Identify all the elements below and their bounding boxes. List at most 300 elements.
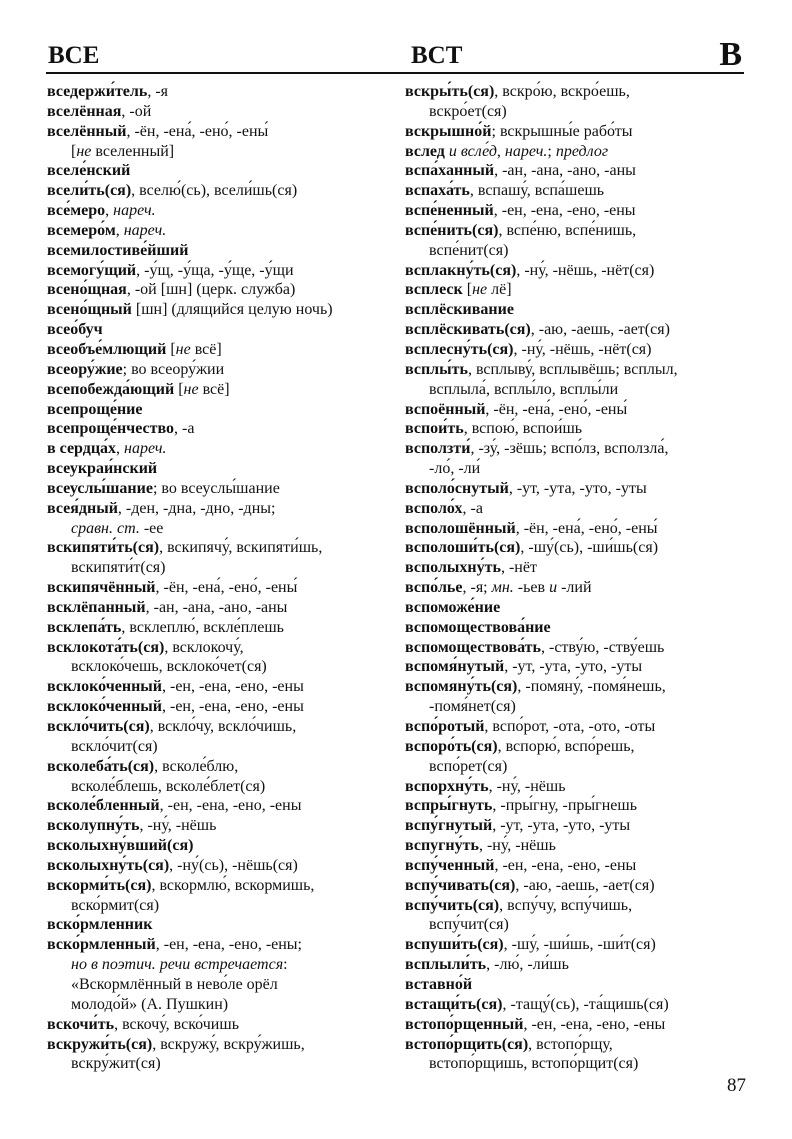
- entry-note: не: [76, 142, 92, 160]
- entry-headword: вспои́ть: [405, 420, 464, 438]
- dictionary-entry: [47, 221, 397, 241]
- entry-headword: всено́щный: [47, 301, 132, 319]
- dictionary-entry: [47, 657, 397, 677]
- dictionary-entry: [405, 1015, 750, 1035]
- entry-forms: -ло́, -ли́: [429, 460, 481, 478]
- entry-note: всле́д: [460, 142, 497, 160]
- entry-headword: вспоро́ть(ся): [405, 737, 498, 755]
- entry-forms: , -ен, -ена, -ено, -ены: [159, 797, 302, 815]
- header-rule: [46, 72, 744, 74]
- right-column: [405, 82, 750, 1074]
- entry-headword: вскрышно́й: [405, 122, 492, 140]
- dictionary-entry: [47, 320, 397, 340]
- dictionary-entry: [405, 777, 750, 797]
- entry-forms: , -ен, -ена, -ено, -ены: [162, 698, 304, 716]
- entry-forms: ; во всеуслы́шание: [152, 479, 280, 497]
- entry-headword: всполоши́ть(ся): [405, 539, 521, 557]
- dictionary-entry: [405, 419, 750, 439]
- entry-forms: -ее: [139, 519, 164, 537]
- dictionary-entry: [47, 142, 397, 162]
- entry-forms: , всколе́блю,: [154, 757, 239, 775]
- dictionary-entry: [405, 657, 750, 677]
- entry-headword: вспу́чить(ся): [405, 896, 500, 914]
- dictionary-entry: [405, 876, 750, 896]
- dictionary-entry: [405, 439, 750, 459]
- entry-headword: вспе́нить(ся): [405, 221, 499, 239]
- entry-headword: вскло́чить(ся): [47, 718, 150, 735]
- entry-note: нареч.: [113, 202, 156, 220]
- dictionary-entry: [405, 935, 750, 955]
- dictionary-entry: [47, 876, 397, 896]
- dictionary-entry: [405, 102, 750, 122]
- dictionary-entry: [405, 598, 750, 618]
- dictionary-entry: [47, 915, 397, 935]
- dictionary-entry: [405, 697, 750, 717]
- entry-forms: вско́рмит(ся): [71, 896, 160, 914]
- dictionary-entry: [47, 836, 397, 856]
- entry-forms: , -ён, -ена́, -ено́, -ены́: [485, 400, 628, 418]
- entry-headword: всепроще́нчество: [47, 420, 174, 438]
- entry-forms: , -аю, -аешь, -ает(ся): [515, 876, 655, 894]
- entry-forms: , -аю, -аешь, -ает(ся): [530, 321, 670, 339]
- dictionary-entry: [47, 499, 397, 519]
- entry-note: предлог: [555, 142, 609, 160]
- entry-headword: всеору́жие: [47, 360, 123, 378]
- entry-forms: , вспу́чу, вспу́чишь,: [499, 896, 633, 914]
- dictionary-entry: [47, 538, 397, 558]
- dictionary-entry: [47, 935, 397, 955]
- dictionary-entry: [47, 380, 397, 400]
- entry-forms: , вскипячу́, вскипяти́шь,: [159, 539, 323, 557]
- entry-note: нареч.: [123, 221, 167, 239]
- dictionary-entry: [405, 82, 750, 102]
- entry-headword: всено́щная: [47, 281, 127, 299]
- entry-forms: , -тащу́(сь), -та́щишь(ся): [502, 995, 669, 1013]
- dictionary-entry: [405, 201, 750, 221]
- entry-note: и: [549, 579, 558, 597]
- entry-headword: вско́рмленный: [47, 936, 156, 954]
- entry-headword: вседержи́тель: [47, 83, 148, 100]
- entry-note: и: [448, 142, 457, 160]
- entry-forms: , вскормлю́, вскормишь,: [151, 876, 315, 894]
- entry-forms: , -ён, -ена́, -ено́, -ены́: [155, 579, 298, 597]
- entry-forms: , -я: [147, 83, 169, 100]
- entry-headword: всползти́: [405, 440, 471, 458]
- dictionary-entry: [405, 280, 750, 300]
- dictionary-entry: [405, 856, 750, 876]
- dictionary-entry: [405, 241, 750, 261]
- entry-headword: вспоённый: [405, 400, 486, 418]
- entry-headword: всколыхну́ть(ся): [47, 856, 170, 874]
- entry-forms: [: [174, 380, 184, 398]
- dictionary-entry: [47, 975, 397, 995]
- entry-headword: вспорхну́ть: [405, 777, 489, 795]
- dictionary-entry: [405, 836, 750, 856]
- entry-forms: ; во всеору́жии: [122, 360, 225, 378]
- dictionary-entry: [47, 677, 397, 697]
- entry-headword: всплы́ть: [405, 360, 468, 378]
- entry-headword: встащи́ть(ся): [405, 995, 503, 1013]
- entry-forms: , -пры́гну, -пры́гнешь: [492, 797, 638, 815]
- entry-forms: вспо́рет(ся): [429, 757, 508, 775]
- dictionary-entry: [405, 400, 750, 420]
- page-header: [46, 36, 744, 73]
- entry-headword: вско́рмленник: [47, 916, 153, 934]
- entry-headword: всклоко́ченный: [47, 698, 162, 716]
- entry-forms: , -ой: [121, 102, 152, 120]
- dictionary-entry: [47, 102, 397, 122]
- entry-forms: , вскружу́, вскру́жишь,: [152, 1035, 305, 1053]
- entry-headword: вспу́ченный: [405, 856, 495, 874]
- dictionary-entry: [47, 896, 397, 916]
- entry-headword: всколеба́ть(ся): [47, 757, 155, 775]
- entry-headword: вспоможе́ние: [405, 598, 501, 616]
- left-column: [47, 82, 397, 1074]
- dictionary-entry: [47, 618, 397, 638]
- dictionary-entry: [47, 717, 397, 737]
- entry-forms: , вспе́ню, вспе́нишь,: [498, 221, 637, 239]
- dictionary-entry: [47, 955, 397, 975]
- entry-headword: вспо́лье: [405, 579, 463, 597]
- entry-forms: вскипяти́т(ся): [71, 559, 166, 577]
- dictionary-entry: [405, 717, 750, 737]
- entry-headword: вспа́ханный: [405, 162, 495, 180]
- entry-headword: всемогу́щий: [47, 261, 137, 279]
- entry-forms: , -ен, -ена, -ено, -ены;: [155, 936, 302, 954]
- entry-headword: встопо́рщенный: [405, 1015, 524, 1033]
- entry-forms: , -шу́, -ши́шь, -ши́т(ся): [503, 936, 656, 954]
- entry-headword: всплёскивать(ся): [405, 321, 531, 339]
- entry-forms: молодо́й» (А. Пушкин): [71, 995, 229, 1013]
- dictionary-entry: [47, 82, 397, 102]
- dictionary-entry: [405, 221, 750, 241]
- entry-headword: вслед: [405, 142, 445, 160]
- entry-forms: [: [71, 142, 77, 160]
- entry-note: не: [472, 281, 488, 299]
- entry-forms: , -нёт: [500, 559, 537, 577]
- entry-headword: вскружи́ть(ся): [47, 1035, 153, 1053]
- entry-forms: , всклеплю́, вскле́плешь: [121, 618, 284, 636]
- dictionary-entry: [405, 300, 750, 320]
- dictionary-entry: [47, 598, 397, 618]
- entry-forms: всё]: [190, 340, 222, 358]
- dictionary-entry: [405, 1035, 750, 1055]
- entry-headword: всемеро́м: [47, 221, 116, 239]
- entry-headword: всплесну́ть(ся): [405, 340, 514, 358]
- entry-headword: всклокота́ть(ся): [47, 638, 165, 656]
- entry-forms: , -лю́, -ли́шь: [486, 956, 569, 974]
- entry-forms: ,: [496, 142, 505, 160]
- entry-forms: , -ен, -ена, -ено, -ены: [162, 678, 304, 696]
- entry-forms: , -ну́(сь), -нёшь(ся): [169, 856, 298, 874]
- entry-headword: вспры́гнуть: [405, 797, 493, 815]
- dictionary-entry: [405, 380, 750, 400]
- entry-forms: -лий: [557, 579, 592, 597]
- entry-forms: ,: [115, 221, 124, 239]
- entry-forms: , -ан, -ана, -ано, -аны: [145, 598, 288, 616]
- dictionary-entry: [405, 181, 750, 201]
- dictionary-entry: [47, 757, 397, 777]
- entry-headword: вспу́гнутый: [405, 817, 493, 835]
- entry-forms: всклоко́чешь, всклоко́чет(ся): [71, 658, 267, 676]
- entry-headword: вспе́ненный: [405, 202, 494, 220]
- dictionary-entry: [47, 1015, 397, 1035]
- dictionary-entry: [405, 479, 750, 499]
- entry-headword: всеуслы́шание: [47, 479, 153, 497]
- dictionary-entry: [47, 578, 397, 598]
- page-number: 87: [727, 1075, 746, 1096]
- entry-forms: , вскло́чу, вскло́чишь,: [149, 718, 297, 735]
- entry-forms: , вспою́, вспои́шь: [463, 420, 583, 438]
- dictionary-entry: [405, 519, 750, 539]
- entry-forms: лё]: [487, 281, 512, 299]
- entry-headword: всеобъе́млющий: [47, 340, 167, 358]
- dictionary-entry: [405, 340, 750, 360]
- dictionary-entry: [47, 400, 397, 420]
- entry-forms: , вскочу́, вско́чишь: [114, 1015, 239, 1033]
- entry-headword: все́меро: [47, 202, 106, 220]
- entry-note: не: [175, 340, 191, 358]
- dictionary-entry: [405, 618, 750, 638]
- entry-forms: , -у́щ, -у́ща, -у́ще, -у́щи: [136, 261, 294, 279]
- entry-headword: вспугну́ть: [405, 837, 479, 855]
- entry-forms: -помя́нет(ся): [429, 698, 516, 716]
- entry-headword: всклепа́ть: [47, 618, 122, 636]
- entry-forms: , -ну́, -нёшь: [488, 777, 566, 795]
- dictionary-entry: [405, 459, 750, 479]
- dictionary-entry: [405, 360, 750, 380]
- dictionary-entry: [47, 280, 397, 300]
- entry-forms: , -ству́ю, -ству́ешь: [540, 638, 665, 656]
- entry-forms: , -шу́(сь), -ши́шь(ся): [520, 539, 659, 557]
- dictionary-entry: [47, 459, 397, 479]
- entry-headword: вселе́нский: [47, 162, 131, 180]
- dictionary-entry: [405, 677, 750, 697]
- entry-forms: вспу́чит(ся): [429, 916, 509, 934]
- entry-headword: всепобежда́ющий: [47, 380, 175, 398]
- dictionary-entry: [47, 796, 397, 816]
- dictionary-entry: [47, 439, 397, 459]
- dictionary-entry: [405, 161, 750, 181]
- entry-forms: , -ут, -ута, -уто, -уты: [504, 658, 643, 676]
- entry-forms: ,: [116, 440, 125, 458]
- entry-headword: всполыхну́ть: [405, 559, 501, 577]
- entry-headword: в сердца́х: [47, 440, 117, 458]
- dictionary-entry: [405, 638, 750, 658]
- entry-forms: , вспорю́, вспо́решь,: [497, 737, 635, 755]
- dictionary-entry: [47, 697, 397, 717]
- entry-forms: -ьев: [513, 579, 550, 597]
- entry-forms: , -ден, -дна, -дно, -дны;: [117, 499, 276, 517]
- entry-forms: , -помяну́, -помя́нешь,: [517, 678, 666, 696]
- entry-note: мн.: [491, 579, 514, 597]
- entry-forms: , вспашу́, вспа́шешь: [469, 182, 605, 200]
- entry-headword: вспомя́нутый: [405, 658, 505, 676]
- entry-forms: , всклокочу́,: [164, 638, 244, 656]
- dictionary-entry: [47, 340, 397, 360]
- dictionary-entry: [405, 578, 750, 598]
- entry-forms: вскло́чит(ся): [71, 737, 158, 755]
- dictionary-entry: [405, 1054, 750, 1074]
- entry-forms: , -ой [шн] (церк. служба): [126, 281, 296, 299]
- entry-forms: , -ну́, -нёшь: [478, 837, 556, 855]
- entry-headword: встопо́рщить(ся): [405, 1035, 529, 1053]
- entry-headword: всполошённый: [405, 519, 516, 537]
- dictionary-entry: [405, 896, 750, 916]
- entry-forms: , -ен, -ена, -ено, -ены: [523, 1015, 666, 1033]
- entry-headword: вскры́ть(ся): [405, 83, 495, 100]
- entry-forms: всплыла́, всплы́ло, всплы́ли: [429, 380, 619, 398]
- entry-forms: ; вскрышны́е рабо́ты: [491, 122, 633, 140]
- entry-forms: , -я;: [462, 579, 492, 597]
- dictionary-entry: [47, 241, 397, 261]
- dictionary-entry: [405, 499, 750, 519]
- entry-headword: всея́дный: [47, 499, 118, 517]
- dictionary-entry: [47, 816, 397, 836]
- dictionary-entry: [47, 1035, 397, 1055]
- dictionary-entry: [47, 558, 397, 578]
- entry-headword: вселённая: [47, 102, 122, 120]
- entry-headword: всклоко́ченный: [47, 678, 162, 696]
- entry-headword: всели́ть(ся): [47, 182, 132, 200]
- entry-headword: всепроще́ние: [47, 400, 143, 418]
- entry-forms: , -ну́, -нёшь: [139, 817, 217, 835]
- entry-note: не: [183, 380, 199, 398]
- dictionary-entry: [405, 796, 750, 816]
- dictionary-entry: [405, 816, 750, 836]
- entry-forms: [: [462, 281, 473, 299]
- entry-forms: вселенный]: [91, 142, 175, 160]
- entry-forms: , -ут, -ута, -уто, -уты: [492, 817, 631, 835]
- entry-headword: вспомяну́ть(ся): [405, 678, 518, 696]
- dictionary-entry: [47, 777, 397, 797]
- running-head-center: ВСТ: [411, 42, 463, 69]
- entry-forms: вскро́ет(ся): [429, 102, 507, 120]
- entry-headword: всполо́х: [405, 499, 463, 517]
- entry-forms: ,: [105, 202, 114, 220]
- dictionary-entry: [405, 757, 750, 777]
- entry-forms: , -ан, -ана, -ано, -аны: [494, 162, 636, 180]
- dictionary-entry: [405, 975, 750, 995]
- entry-forms: всколе́блешь, всколе́блет(ся): [71, 777, 266, 795]
- entry-headword: всплакну́ть(ся): [405, 261, 517, 279]
- dictionary-entry: [405, 122, 750, 142]
- entry-headword: всплыли́ть: [405, 956, 487, 974]
- entry-forms: , -ён, -ена́, -ено́, -ены́: [126, 122, 269, 140]
- entry-forms: всё]: [198, 380, 230, 398]
- entry-headword: вспо́ротый: [405, 718, 485, 735]
- entry-headword: вскипячённый: [47, 579, 156, 597]
- dictionary-entry: [47, 1054, 397, 1074]
- entry-headword: всколыхну́вший(ся): [47, 837, 194, 855]
- entry-headword: вспомоществова́ние: [405, 618, 551, 636]
- dictionary-entry: [47, 261, 397, 281]
- running-head-left: ВСЕ: [48, 42, 100, 69]
- entry-headword: вскорми́ть(ся): [47, 876, 152, 894]
- entry-note: нареч.: [124, 440, 167, 458]
- entry-forms: ;: [547, 142, 556, 160]
- entry-forms: [шн] (длящийся целую ночь): [131, 301, 333, 319]
- entry-forms: , встопо́рщу,: [528, 1035, 613, 1053]
- entry-forms: , -а: [462, 499, 483, 517]
- entry-headword: всклёпанный: [47, 598, 146, 616]
- entry-headword: всколе́бленный: [47, 797, 160, 815]
- entry-headword: вспу́чивать(ся): [405, 876, 516, 894]
- entry-headword: вспуши́ть(ся): [405, 936, 504, 954]
- entry-note: нареч.: [504, 142, 548, 160]
- entry-headword: всемилостиве́йший: [47, 241, 189, 259]
- entry-forms: «Вскормлённый в нево́ле орёл: [71, 975, 278, 993]
- dictionary-entry: [47, 479, 397, 499]
- entry-headword: всколупну́ть: [47, 817, 140, 835]
- entry-forms: [: [166, 340, 176, 358]
- entry-headword: всполо́снутый: [405, 479, 509, 497]
- entry-forms: вспе́нит(ся): [429, 241, 509, 259]
- entry-note: сравн. ст.: [71, 519, 140, 537]
- dictionary-entry: [405, 737, 750, 757]
- entry-forms: , -ну́, -нёшь, -нёт(ся): [516, 261, 655, 279]
- entry-forms: , всплыву́, всплывёшь; всплыл,: [467, 360, 678, 378]
- entry-headword: вспаха́ть: [405, 182, 470, 200]
- entry-forms: встопо́рщишь, встопо́рщит(ся): [429, 1055, 639, 1073]
- entry-forms: , -ен, -ена, -ено, -ены: [494, 856, 637, 874]
- dictionary-entry: [47, 419, 397, 439]
- dictionary-entry: [405, 915, 750, 935]
- entry-forms: :: [283, 956, 288, 974]
- entry-forms: , -ен, -ена, -ено, -ены: [493, 202, 636, 220]
- dictionary-entry: [405, 142, 750, 162]
- entry-headword: вставно́й: [405, 975, 473, 993]
- entry-forms: , -зу́, -зёшь; вспо́лз, всползла́,: [470, 440, 669, 458]
- dictionary-entry: [47, 638, 397, 658]
- dictionary-entry: [405, 538, 750, 558]
- dictionary-entry: [47, 519, 397, 539]
- dictionary-entry: [47, 995, 397, 1015]
- dictionary-entry: [405, 995, 750, 1015]
- entry-note: но в поэтич. речи встречается: [71, 956, 284, 974]
- entry-forms: , -ён, -ена́, -ено́, -ены́: [515, 519, 658, 537]
- entry-forms: вскру́жит(ся): [71, 1055, 161, 1073]
- entry-headword: вспомоществова́ть: [405, 638, 541, 656]
- section-letter: В: [719, 36, 742, 73]
- entry-headword: вскипяти́ть(ся): [47, 539, 160, 557]
- entry-headword: вселённый: [47, 122, 127, 140]
- dictionary-entry: [47, 201, 397, 221]
- entry-headword: всплёскивание: [405, 301, 514, 319]
- entry-forms: , вскро́ю, вскро́ешь,: [494, 83, 630, 100]
- dictionary-entry: [405, 261, 750, 281]
- dictionary-entry: [47, 161, 397, 181]
- entry-forms: , вспо́рот, -ота, -ото, -оты: [484, 718, 656, 735]
- dictionary-entry: [405, 558, 750, 578]
- entry-forms: , -ут, -ута, -уто, -уты: [508, 479, 647, 497]
- entry-forms: , -а: [174, 420, 195, 438]
- dictionary-entry: [47, 300, 397, 320]
- dictionary-entry: [405, 955, 750, 975]
- entry-headword: вскочи́ть: [47, 1015, 115, 1033]
- dictionary-entry: [47, 737, 397, 757]
- entry-forms: , -ну́, -нёшь, -нёт(ся): [513, 340, 652, 358]
- entry-headword: всеукраи́нский: [47, 460, 158, 478]
- dictionary-entry: [47, 360, 397, 380]
- dictionary-entry: [47, 181, 397, 201]
- dictionary-entry: [47, 122, 397, 142]
- entry-headword: всплеск: [405, 281, 463, 299]
- entry-forms: , вселю́(сь), всели́шь(ся): [131, 182, 298, 200]
- entry-headword: всео́буч: [47, 321, 103, 339]
- dictionary-entry: [47, 856, 397, 876]
- dictionary-entry: [405, 320, 750, 340]
